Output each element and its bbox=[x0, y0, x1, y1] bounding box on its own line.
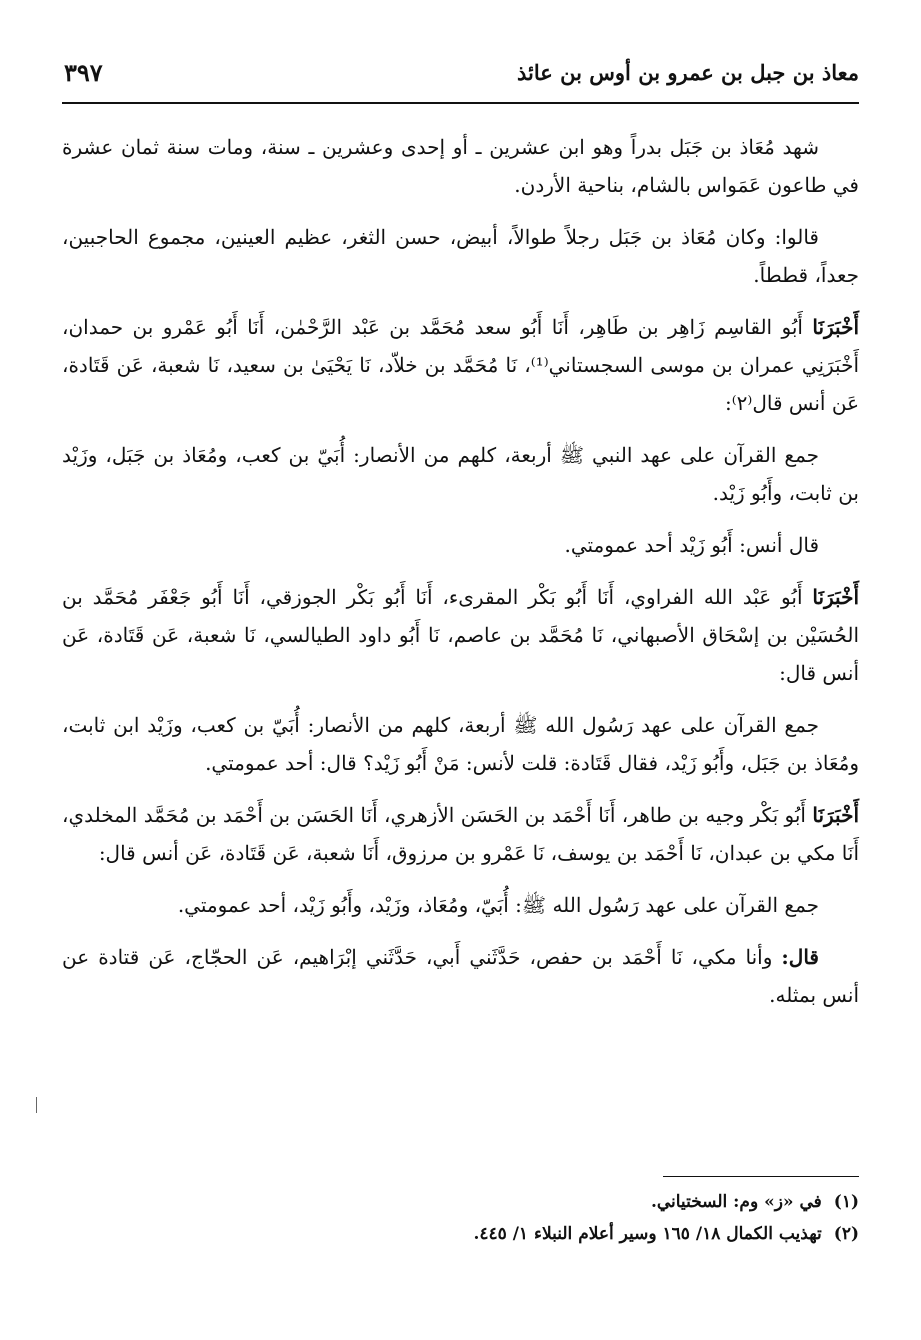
akhbarana-keyword: أَخْبَرَنَا bbox=[812, 585, 859, 609]
page-number: ٣٩٧ bbox=[64, 58, 103, 87]
footnotes bbox=[62, 1186, 859, 1250]
paragraph: قال أنس: أَبُو زَيْد أحد عمومتي. bbox=[564, 533, 819, 557]
footnote bbox=[62, 1218, 859, 1250]
qala-keyword: قال: bbox=[781, 945, 819, 969]
paragraph: قال: وأنا مكي، نَا أَحْمَد بن حفص، حَدَّثَني أَبي، حَدَّثَني إبْرَاهيم، عَن الحجّاج، عَن قتادة عن أنس بمثله. bbox=[62, 945, 859, 1007]
footnote-number: (٢) bbox=[833, 1224, 859, 1244]
footnote-text: تهذيب الكمال ١٨/ ١٦٥ وسير أعلام النبلاء ١/ ٤٤٥. bbox=[473, 1224, 822, 1244]
paragraph: جمع القرآن على عهد النبي ﷺ أربعة، كلهم من الأنصار: أُبَيّ بن كعب، ومُعَاذ بن جَبَل، وزَيْد بن ثابت، وأَبُو زَيْد. bbox=[62, 443, 859, 505]
isnad-paragraph: أَخْبَرَنَا أَبُو بَكْر وجيه بن طاهر، أَنَا أَحْمَد بن الحَسَن الأزهري، أَنَا الحَسَن بن أَحْمَد بن مُحَمَّد المخلدي، أَنَا مكي بن عبدان، نَا أَحْمَد بن يوسف، نَا عَمْرو بن مرزوق، أَنَا شعبة، عَن قَتَادة، عَن أنس قال: bbox=[62, 803, 859, 865]
isnad-paragraph: أَخْبَرَنَا أَبُو عَبْد الله الفراوي، أَنَا أَبُو بَكْر المقرىء، أَنَا أَبُو بَكْر الجوزقي، أَنَا أَبُو جَعْفَر مُحَمَّد بن الحُسَيْن بن إسْحَاق الأصبهاني، نَا مُحَمَّد بن عاصم، نَا أَبُو داود الطيالسي، نَا شعبة، عَن قَتَادة، عَن أنس قال: bbox=[62, 585, 859, 685]
running-header bbox=[62, 58, 859, 104]
paragraph: جمع القرآن على عهد رَسُول الله ﷺ: أُبَيّ، ومُعَاذ، وزَيْد، وأَبُو زَيْد، أحد عمومتي. bbox=[177, 893, 819, 917]
paragraph: شهد مُعَاذ بن جَبَل بدراً وهو ابن عشرين ـ أو إحدى وعشرين ـ سنة، ومات سنة ثمان عشرة في طاعون عَمَواس بالشام، بناحية الأردن. bbox=[62, 135, 859, 197]
isnad-paragraph: أَخْبَرَنَا أَبُو القاسِم زَاهِر بن طَاهِر، أَنَا أَبُو سعد مُحَمَّد بن عَبْد الرَّحْمٰن، أَنَا أَبُو عَمْرو بن حمدان، أَخْبَرَنِي عمران بن موسى السجستاني⁽¹⁾، نَا مُحَمَّد بن خلاّد، نَا يَحْيَىٰ بن سعيد، نَا شعبة، عَن قَتَادة، عَن أنس قال⁽٢⁾: bbox=[62, 315, 859, 415]
footnote-number: (١) bbox=[833, 1192, 859, 1212]
footnote-divider bbox=[663, 1176, 859, 1177]
akhbarana-keyword: أَخْبَرَنَا bbox=[812, 315, 859, 339]
margin-mark bbox=[36, 1097, 37, 1113]
paragraph: قالوا: وكان مُعَاذ بن جَبَل رجلاً طوالاً، أبيض، حسن الثغر، عظيم العينين، مجموع الحاجبين، جعداً، قططاً. bbox=[62, 225, 859, 287]
footnote bbox=[62, 1186, 859, 1218]
akhbarana-keyword: أَخْبَرَنَا bbox=[812, 803, 859, 827]
main-text bbox=[62, 128, 859, 1028]
footnote-text: في «ز» وم: السختياني. bbox=[650, 1192, 822, 1212]
header-title: معاذ بن جبل بن عمرو بن أوس بن عائذ bbox=[517, 60, 859, 85]
paragraph: جمع القرآن على عهد رَسُول الله ﷺ أربعة، كلهم من الأنصار: أُبَيّ بن كعب، وزَيْد ابن ثابت، ومُعَاذ بن جَبَل، وأَبُو زَيْد، فقال قَتَادة: قلت لأنس: مَنْ أَبُو زَيْد؟ قال: أحد عمومتي. bbox=[62, 713, 859, 775]
